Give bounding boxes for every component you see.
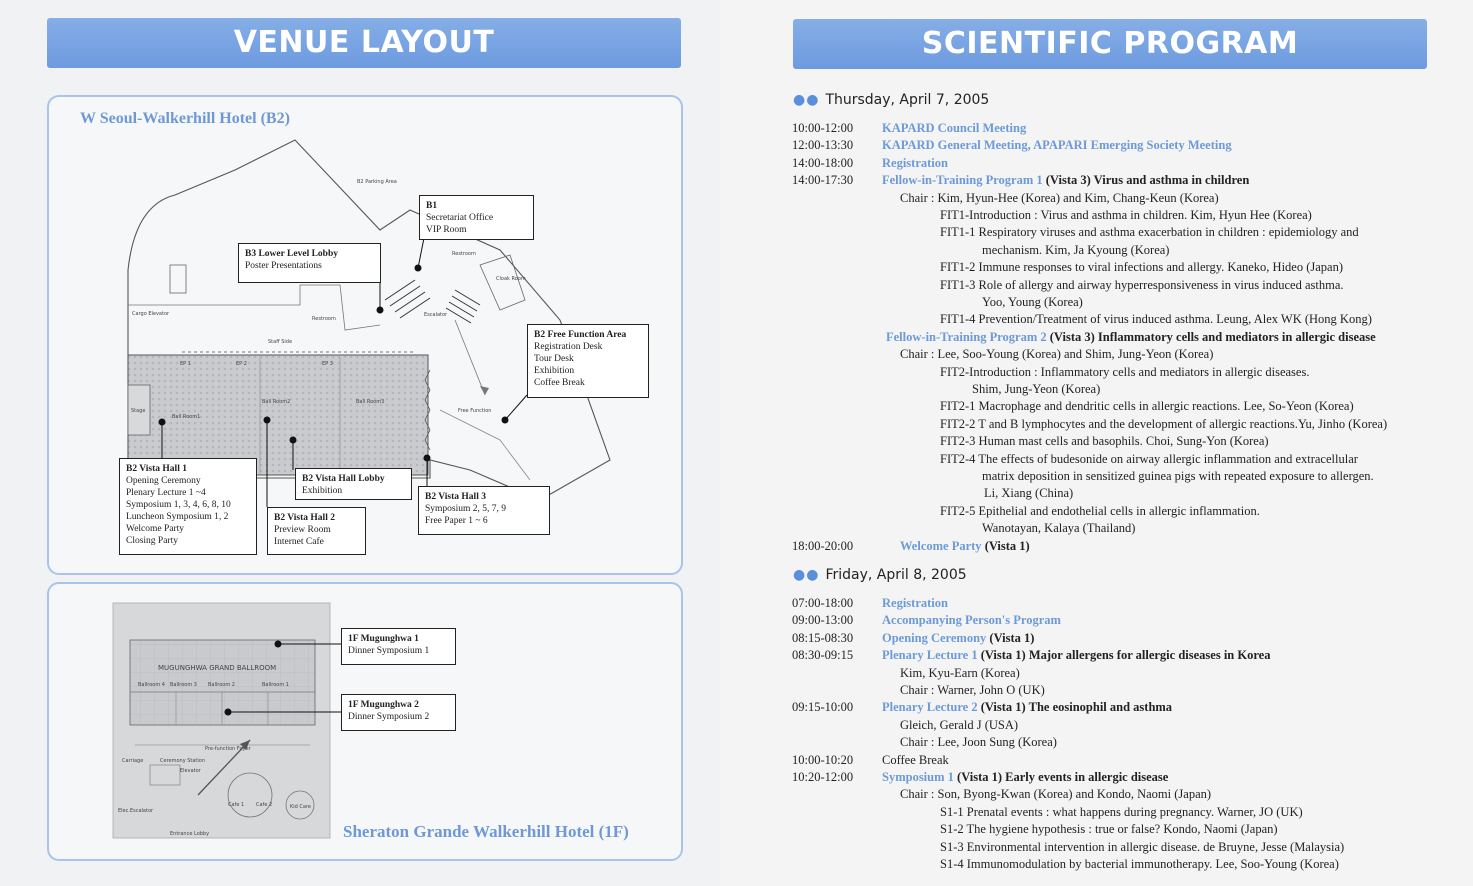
callout-line: Luncheon Symposium 1, 2	[126, 512, 229, 522]
map-label: Staff Side	[268, 339, 293, 345]
session-time: 09:00-13:00	[792, 613, 854, 628]
session-content	[982, 520, 1135, 537]
callout-title: B2 Vista Hall 2	[274, 513, 335, 523]
map-label: Ceremony Station	[160, 758, 206, 764]
session-title: Accompanying Person's Program	[882, 613, 1061, 628]
session-detail: Wanotayan, Kalaya (Thailand)	[982, 521, 1136, 536]
session-detail: Yoo, Young (Korea)	[982, 295, 1083, 309]
session-detail: S1-2 The hygiene hypothesis : true or false? Kondo, Naomi (Japan)	[940, 822, 1278, 837]
session-content	[882, 647, 1270, 664]
session-detail: S1-4 Immunomodulation by bacterial immunotherapy. Lee, Soo-Young (Korea)	[940, 857, 1339, 871]
callout-line: Opening Ceremony	[126, 476, 201, 486]
session-detail: FIT2-3 Human mast cells and basophils. Choi, Sung-Yon (Korea)	[940, 434, 1269, 449]
callout-line: Tour Desk	[534, 354, 574, 364]
callout-title: B1	[426, 201, 438, 211]
map-label: Ballroom 2	[208, 682, 235, 688]
session-detail: FIT2-Introduction : Inflammatory cells and mediators in allergic diseases.	[940, 364, 1310, 379]
map-label: Elec.Escalator	[118, 808, 154, 814]
session-detail: FIT1-1 Respiratory viruses and asthma exacerbation in children : epidemiology and	[940, 225, 1359, 240]
session-content	[900, 190, 1219, 207]
callout-title: B2 Free Function Area	[534, 330, 627, 340]
session-content	[900, 665, 1020, 682]
session-content	[882, 769, 1168, 786]
map-label: Ball Room1	[172, 414, 201, 420]
callout-line: Poster Presentations	[245, 261, 322, 271]
sheraton-title: Sheraton Grande Walkerhill Hotel (1F)	[343, 822, 629, 841]
callout-mugunghwa-2	[341, 694, 456, 731]
callout-line: Free Paper 1 ~ 6	[425, 516, 488, 526]
session-detail: Chair : Lee, Joon Sung (Korea)	[900, 735, 1057, 750]
session-time: 07:00-18:00	[792, 596, 854, 610]
callout-line: Secretariat Office	[426, 213, 494, 223]
map-label: EP 2	[236, 361, 247, 367]
day-heading-thursday	[793, 92, 989, 108]
session-topic: (Vista 3) Inflammatory cells and mediators in allergic disease	[1046, 329, 1376, 344]
session-title: Welcome Party	[900, 538, 982, 553]
callout-line: Dinner Symposium 2	[348, 712, 430, 722]
callout-title: B2 Vista Hall Lobby	[302, 474, 385, 484]
callout-mugunghwa-1	[341, 628, 456, 665]
map-label: Pre-function Foyer	[205, 746, 251, 752]
session-detail: Coffee Break	[882, 752, 949, 767]
session-content	[900, 538, 1030, 555]
session-time: 10:20-12:00	[792, 770, 854, 784]
map-label: Cloak Room	[496, 276, 526, 282]
session-detail: FIT1-Introduction : Virus and asthma in children. Kim, Hyun Hee (Korea)	[940, 208, 1312, 222]
session-content	[940, 503, 1260, 520]
map-label: Ballroom 1	[262, 682, 289, 688]
session-title: Opening Ceremony	[882, 630, 987, 645]
session-content	[882, 752, 949, 769]
map-label: Restroom	[312, 316, 336, 322]
session-content	[882, 155, 948, 172]
callout-line: Plenary Lecture 1 ~4	[126, 488, 206, 498]
session-content	[940, 804, 1303, 821]
map-label: Entrance Lobby	[170, 831, 210, 837]
callout-title: B2 Vista Hall 1	[126, 464, 187, 474]
session-detail: Chair : Kim, Hyun-Hee (Korea) and Kim, Chang-Keun (Korea)	[900, 190, 1219, 205]
session-detail: FIT1-4 Prevention/Treatment of virus induced asthma. Leung, Alex WK (Hong Kong)	[940, 312, 1372, 327]
session-content	[940, 224, 1359, 241]
map-label: Cafe 2	[256, 802, 273, 808]
session-content	[882, 137, 1232, 154]
map-label: MUGUNGHWA GRAND BALLROOM	[158, 664, 277, 672]
session-detail: matrix deposition in sensitized guinea pigs with repeated exposure to allergen.	[982, 469, 1374, 483]
session-detail: Kim, Kyu-Earn (Korea)	[900, 665, 1020, 680]
session-time: 14:00-17:30	[792, 173, 854, 188]
callout-title: 1F Mugunghwa 1	[348, 634, 419, 644]
callout-title: 1F Mugunghwa 2	[348, 700, 419, 710]
day-label: Friday, April 8, 2005	[825, 567, 967, 583]
callout-title: B3 Lower Level Lobby	[245, 249, 338, 259]
session-time: 18:00-20:00	[792, 538, 854, 553]
session-time: 14:00-18:00	[792, 155, 854, 170]
map-label: Ballroom 3	[170, 682, 197, 688]
session-time: 08:15-08:30	[792, 630, 854, 645]
session-content	[940, 433, 1269, 450]
bullet-dots-icon: ●●	[793, 92, 820, 108]
session-detail: Chair : Warner, John O (UK)	[900, 683, 1045, 697]
session-topic: (Vista 1)	[981, 538, 1030, 553]
session-topic: (Vista 1) Major allergens for allergic diseases in Korea	[977, 648, 1271, 663]
map-label: Stage	[131, 408, 146, 414]
session-detail: Gleich, Gerald J (USA)	[900, 717, 1019, 732]
session-detail: FIT2-5 Epithelial and endothelial cells in allergic inflammation.	[940, 503, 1260, 518]
session-title: Plenary Lecture 1	[882, 648, 978, 663]
session-detail: Chair : Lee, Soo-Young (Korea) and Shim, Jung-Yeon (Korea)	[900, 347, 1214, 362]
callout-line: Symposium 2, 5, 7, 9	[425, 504, 507, 514]
day-label: Thursday, April 7, 2005	[825, 92, 990, 108]
session-content	[940, 839, 1344, 856]
session-title: Symposium 1	[882, 770, 954, 784]
w-seoul-title: W Seoul-Walkerhill Hotel (B2)	[80, 110, 290, 127]
session-content	[882, 699, 1172, 716]
session-title: Fellow-in-Training Program 2	[886, 329, 1047, 344]
callout-line: Exhibition	[302, 486, 343, 496]
session-content	[982, 242, 1169, 259]
session-content	[882, 612, 1061, 629]
session-topic: (Vista 3) Virus and asthma in children	[1042, 173, 1250, 188]
callout-line: Welcome Party	[126, 524, 185, 534]
session-title: Registration	[882, 155, 948, 170]
session-detail: mechanism. Kim, Ja Kyoung (Korea)	[982, 242, 1170, 257]
session-time: 08:30-09:15	[792, 648, 854, 663]
map-label: Ballroom 4	[138, 682, 165, 688]
session-content	[900, 734, 1057, 751]
session-topic: (Vista 1) Early events in allergic disease	[953, 770, 1169, 784]
session-content	[940, 856, 1339, 873]
session-time: 12:00-13:30	[792, 138, 854, 153]
session-time: 09:15-10:00	[792, 700, 854, 715]
callout-line: Preview Room	[274, 525, 331, 535]
session-content	[900, 786, 1211, 803]
callout-line: Symposium 1, 3, 4, 6, 8, 10	[126, 500, 231, 510]
session-title: Plenary Lecture 2	[882, 700, 978, 715]
map-label: Ball Room2	[262, 399, 291, 405]
callout-line: Registration Desk	[534, 342, 603, 352]
session-detail: Chair : Son, Byong-Kwan (Korea) and Kondo, Naomi (Japan)	[900, 787, 1212, 802]
session-content	[882, 172, 1249, 189]
map-label: Cafe 1	[228, 802, 245, 808]
map-label: Kid Care	[290, 804, 312, 810]
map-label: Escalator	[424, 312, 448, 318]
session-content	[900, 717, 1018, 734]
scientific-program-page	[720, 0, 1473, 886]
map-label: Cargo Elevator	[132, 311, 170, 317]
session-topic: (Vista 1) The eosinophil and asthma	[977, 700, 1173, 715]
session-content	[940, 364, 1309, 381]
session-content	[940, 277, 1344, 294]
session-detail: FIT1-2 Immune responses to viral infections and allergy. Kaneko, Hideo (Japan)	[940, 260, 1344, 275]
session-content	[900, 682, 1045, 699]
session-content	[982, 294, 1083, 311]
session-content	[940, 416, 1387, 433]
session-detail: Li, Xiang (China)	[984, 486, 1074, 501]
venue-layout-page	[0, 0, 720, 886]
session-content	[940, 821, 1278, 838]
map-label: Carriage	[122, 758, 144, 764]
callout-line: Coffee Break	[534, 378, 585, 388]
session-content	[940, 398, 1354, 415]
session-content	[940, 311, 1372, 328]
map-label: Free Function	[458, 408, 492, 414]
session-detail: S1-1 Prenatal events : what happens during pregnancy. Warner, JO (UK)	[940, 804, 1303, 819]
scientific-program-banner: SCIENTIFIC PROGRAM	[793, 19, 1427, 69]
session-content	[882, 595, 948, 612]
session-detail: FIT1-3 Role of allergy and airway hyperresponsiveness in virus induced asthma.	[940, 277, 1344, 292]
session-content	[882, 120, 1026, 137]
session-title: KAPARD Council Meeting	[882, 121, 1027, 135]
session-content	[900, 346, 1213, 363]
map-label: Restroom	[452, 251, 476, 257]
session-detail: FIT2-1 Macrophage and dendritic cells in allergic reactions. Lee, So-Yeon (Korea)	[940, 399, 1354, 414]
session-time: 10:00-10:20	[792, 752, 854, 767]
session-detail: FIT2-4 The effects of budesonide on airway allergic inflammation and extracellular	[940, 451, 1358, 466]
day-heading-friday	[793, 567, 967, 583]
map-label: B2 Parking Area	[357, 179, 397, 185]
session-content	[982, 468, 1374, 485]
session-detail: FIT2-2 T and B lymphocytes and the development of allergic reactions.Yu, Jinho (Korea)	[940, 416, 1388, 431]
callout-title: B2 Vista Hall 3	[425, 492, 486, 502]
session-title: KAPARD General Meeting, APAPARI Emerging Society Meeting	[882, 138, 1232, 153]
session-content	[940, 259, 1343, 276]
session-content	[882, 630, 1034, 647]
session-time: 10:00-12:00	[792, 121, 854, 135]
callout-line: Internet Cafe	[274, 537, 324, 547]
sheraton-floor-plan	[0, 0, 720, 886]
session-content	[940, 451, 1358, 468]
session-detail: Shim, Jung-Yeon (Korea)	[972, 382, 1101, 396]
callout-line: Dinner Symposium 1	[348, 646, 430, 656]
bullet-dots-icon: ●●	[793, 567, 820, 583]
session-title: Fellow-in-Training Program 1	[882, 173, 1043, 188]
session-topic: (Vista 1)	[986, 630, 1035, 645]
map-label: EP 3	[322, 361, 333, 367]
callout-line: Closing Party	[126, 536, 178, 546]
session-content	[940, 207, 1312, 224]
session-content	[886, 329, 1376, 346]
session-title: Registration	[882, 596, 948, 610]
map-label: Ball Room3	[356, 399, 385, 405]
callout-line: VIP Room	[426, 225, 467, 235]
session-detail: S1-3 Environmental intervention in allergic disease. de Bruyne, Jesse (Malaysia)	[940, 839, 1345, 854]
map-label: EP 1	[180, 361, 191, 367]
venue-layout-banner: VENUE LAYOUT	[47, 18, 681, 68]
session-content	[972, 381, 1100, 398]
map-label: Elevator	[180, 768, 201, 774]
session-content	[984, 485, 1073, 502]
callout-line: Exhibition	[534, 366, 575, 376]
